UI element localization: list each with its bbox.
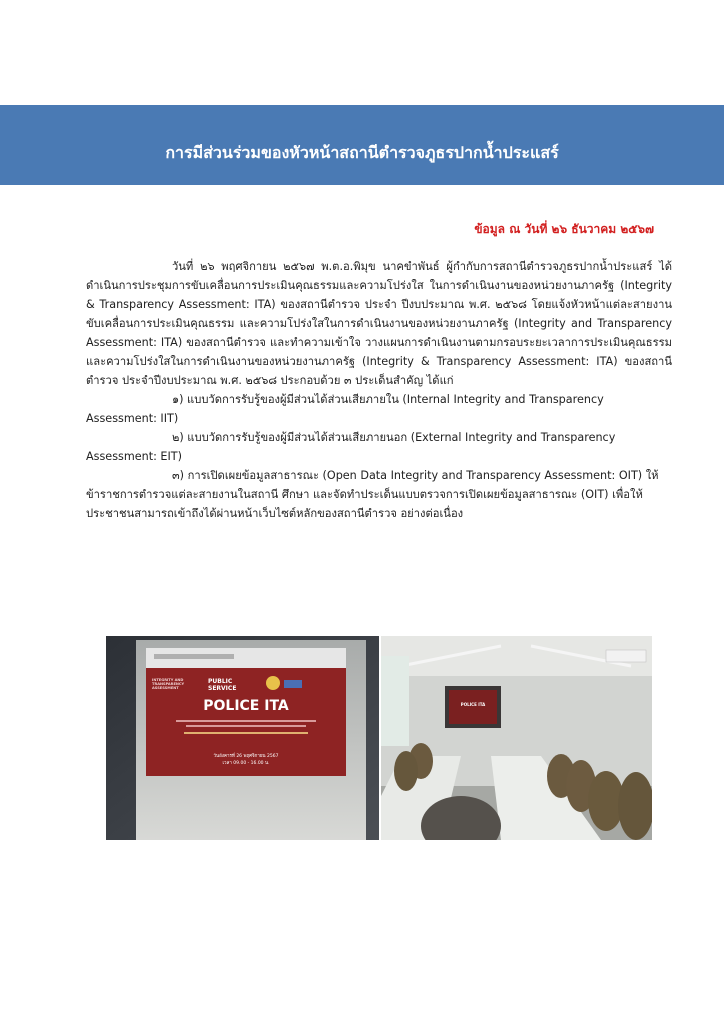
slide-text-line	[186, 725, 306, 727]
police-emblem-icon	[266, 676, 280, 690]
list-item: ๒) แบบวัดการรับรู้ของผู้มีส่วนได้ส่วนเสียภายนอก (External Integrity and Transparency Assessment: EIT)	[86, 431, 616, 463]
intro-paragraph: วันที่ ๒๖ พฤศจิกายน ๒๕๖๗ พ.ต.อ.พิมุข นาคขำพันธ์ ผู้กำกับการสถานีตำรวจภูธรปากน้ำประแสร์ ได้ดำเนินการประชุมการขับเคลื่อนการประเมินคุณธรรมและความโปร่งใส ในการดำเนินงานของหน่วยงานภาครัฐ (Integrity & Transparency Assessment: ITA) ของสถานีตำรวจ ประจำ ปีงบประมาณ พ.ศ. ๒๕๖๘ โดยแจ้งหัวหน้าแต่ละสายงานขับเคลื่อนการประเมินคุณธรรม และความโปร่งใสในการดำเนินงานของหน่วยงานภาครัฐ (Integrity and Transparency Assessment: ITA) ของสถานีตำรวจ และทำความเข้าใจ วางแผนการดำเนินงานตามกรอบระยะเวลาการประเมินคุณธรรม และความโปร่งใสในการดำเนินงานของหน่วยงานภาครัฐ (Integrity & Transparency Assessment: ITA) ของสถานีตำรวจ ประจำปีงบประมาณ พ.ศ. ๒๕๖๘ ประกอบด้วย ๓ ประเด็นสำคัญ ได้แก่	[86, 260, 672, 387]
photo-gallery	[106, 636, 652, 840]
slide-text-line	[176, 720, 316, 722]
slide-tag-public: PUBLIC	[208, 678, 233, 685]
meeting-room-photo	[381, 636, 652, 840]
data-date: ข้อมูล ณ วันที่ ๒๖ ธันวาคม ๒๕๖๗	[474, 222, 654, 236]
slide-tag-left: INTEGRITY AND TRANSPARENCY ASSESSMENT	[152, 678, 185, 690]
page-title: การมีส่วนร่วมของหัวหน้าสถานีตำรวจภูธรปากน้ำประแสร์	[165, 143, 559, 162]
slide-date: วันอังคารที่ 26 พฤศจิกายน 2567	[213, 754, 279, 759]
slide-time: เวลา 09.00 - 16.00 น.	[222, 761, 270, 766]
slide-tag-service: SERVICE	[208, 685, 237, 692]
list-item: ๓) การเปิดเผยข้อมูลสาธารณะ (Open Data Integrity and Transparency Assessment: OIT) ให้ข้าราชการตำรวจแต่ละสายงานในสถานี ศึกษา และจัดทำประเด็นแบบตรวจการเปิดเผยข้อมูลสาธารณะ (OIT) เพื่อให้ประชาชนสามารถเข้าถึงได้ผ่านหน้าเว็บไซต์หลักของสถานีตำรวจ อย่างต่อเนื่อง	[86, 469, 659, 520]
list-item: ๑) แบบวัดการรับรู้ของผู้มีส่วนได้ส่วนเสียภายใน (Internal Integrity and Transparency Assessment: IIT)	[86, 393, 604, 425]
room-slide-title: POLICE ITA	[460, 702, 486, 707]
slide-title: POLICE ITA	[203, 698, 289, 714]
header-banner	[0, 105, 724, 185]
slide-text-line	[184, 732, 308, 734]
ita-logo-icon	[284, 680, 302, 688]
projector-slide-photo	[106, 636, 379, 840]
body-text	[86, 257, 672, 523]
